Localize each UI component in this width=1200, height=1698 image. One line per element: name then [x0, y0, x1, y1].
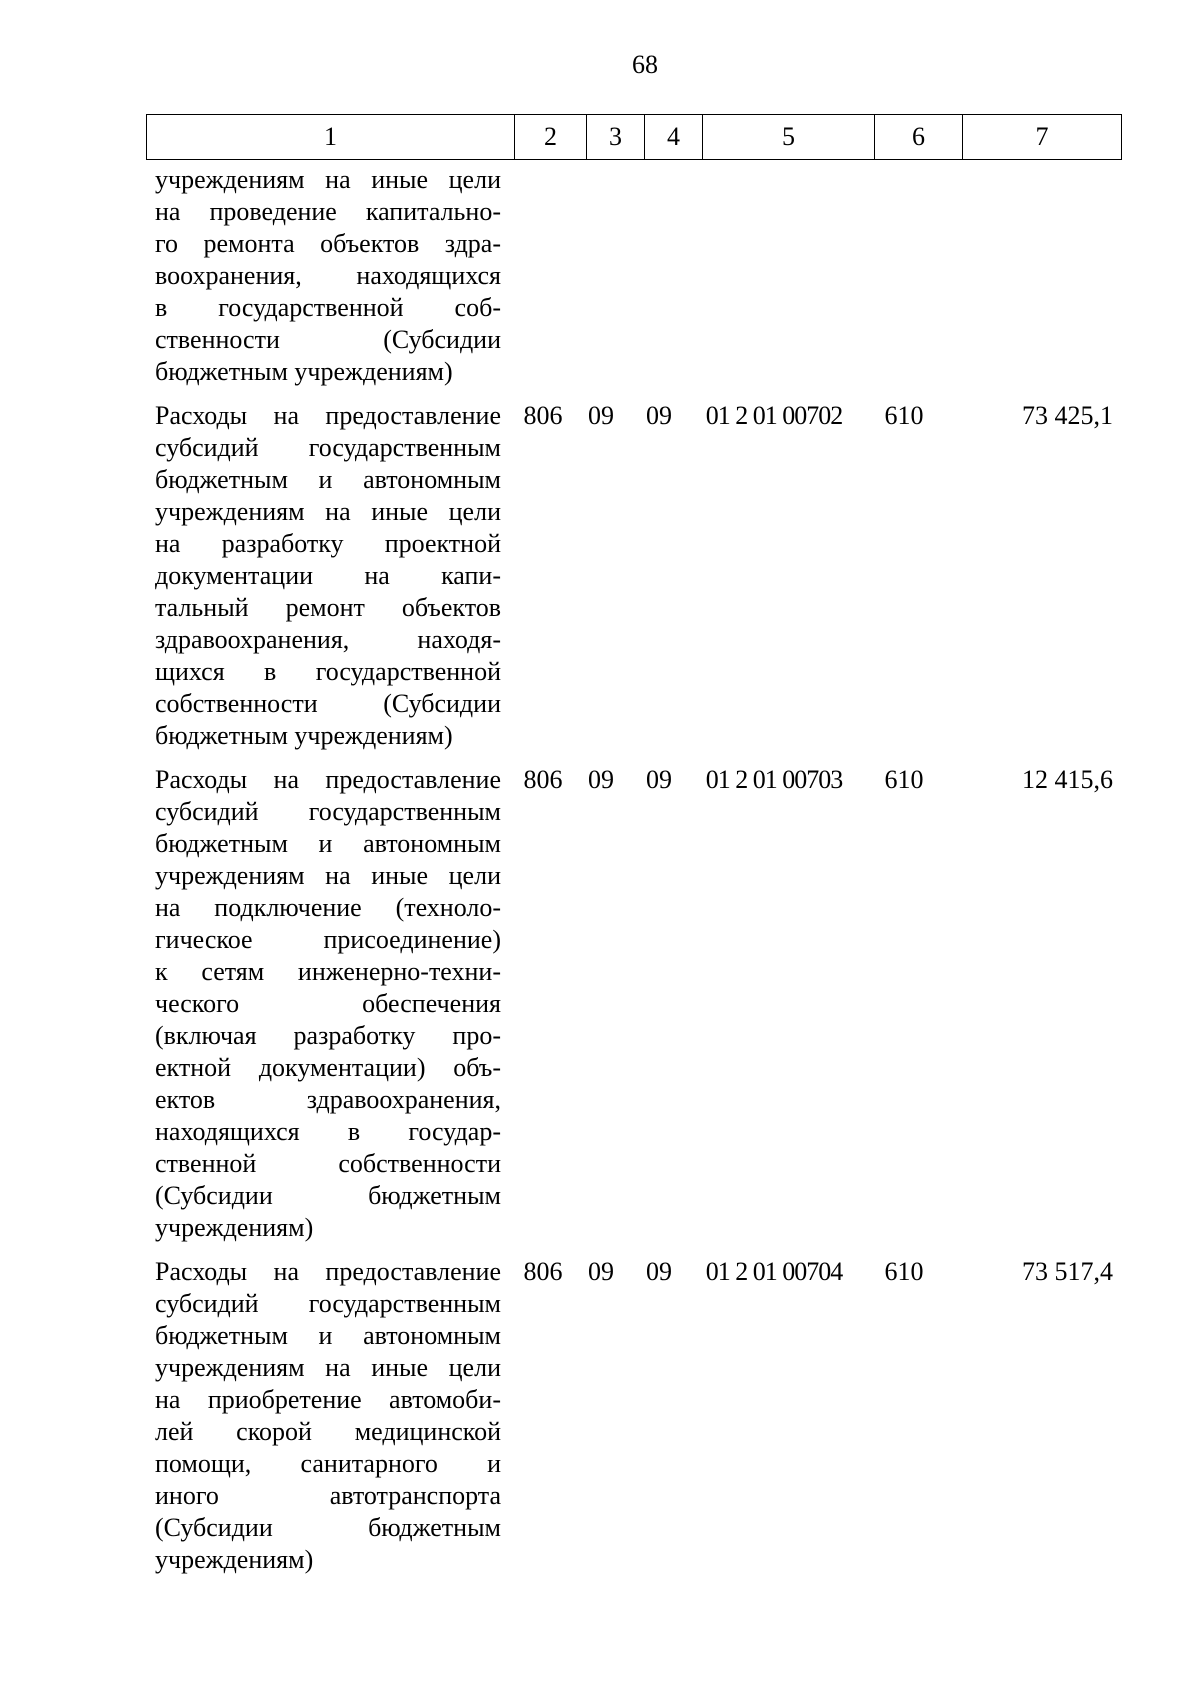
description-line: иного автотранспорта: [155, 1481, 501, 1510]
description-line: документации на капи-: [155, 561, 501, 590]
cell-target-article: 01 2 01 00703: [705, 765, 843, 794]
cell-ministry: 806: [523, 765, 563, 794]
table-row: [146, 400, 1121, 752]
description-line: здравоохранения, находя-: [155, 625, 501, 654]
header-col-3: 3: [587, 115, 645, 160]
description-line: к сетям инженерно-техни-: [155, 957, 501, 986]
description-line: на проведение капитально-: [155, 197, 501, 226]
cell-expense-type: 610: [884, 1257, 924, 1286]
row-description: [155, 400, 501, 752]
header-col-6: 6: [875, 115, 963, 160]
description-line: бюджетным и автономным: [155, 829, 501, 858]
description-line: бюджетным и автономным: [155, 465, 501, 494]
description-line: го ремонта объектов здра-: [155, 229, 501, 258]
header-col-2: 2: [515, 115, 587, 160]
description-line: субсидий государственным: [155, 433, 501, 462]
cell-section: 09: [588, 401, 614, 430]
description-line: бюджетным учреждениям): [155, 357, 453, 386]
row-description: [155, 764, 501, 1244]
description-line: на приобретение автомоби-: [155, 1385, 501, 1414]
cell-amount: 73 425,1: [1022, 401, 1113, 430]
description-line: учреждениям на иные цели: [155, 497, 501, 526]
description-line: (Субсидии бюджетным: [155, 1513, 501, 1542]
description-line: воохранения, находящихся: [155, 261, 501, 290]
header-col-5: 5: [703, 115, 875, 160]
description-line: ческого обеспечения: [155, 989, 501, 1018]
cell-subsection: 09: [646, 765, 672, 794]
description-line: помощи, санитарного и: [155, 1449, 501, 1478]
description-line: Расходы на предоставление: [155, 401, 501, 430]
header-col-7: 7: [963, 115, 1122, 160]
description-line: тальный ремонт объектов: [155, 593, 501, 622]
cell-expense-type: 610: [884, 765, 924, 794]
description-line: Расходы на предоставление: [155, 765, 501, 794]
description-line: (Субсидии бюджетным: [155, 1181, 501, 1210]
table-row: [146, 164, 1121, 388]
description-line: на разработку проектной: [155, 529, 501, 558]
description-line: щихся в государственной: [155, 657, 501, 686]
description-line: учреждениям на иные цели: [155, 165, 501, 194]
description-line: учреждениям): [155, 1213, 314, 1242]
cell-section: 09: [588, 765, 614, 794]
cell-expense-type: 610: [884, 401, 924, 430]
table-header: [146, 114, 1122, 160]
page-number: 68: [632, 50, 658, 79]
table-row: [146, 1256, 1121, 1576]
cell-subsection: 09: [646, 1257, 672, 1286]
row-description: [155, 1256, 501, 1576]
description-line: ектной документации) объ-: [155, 1053, 501, 1082]
header-col-4: 4: [645, 115, 703, 160]
description-line: Расходы на предоставление: [155, 1257, 501, 1286]
description-line: собственности (Субсидии: [155, 689, 501, 718]
cell-target-article: 01 2 01 00702: [705, 401, 843, 430]
cell-subsection: 09: [646, 401, 672, 430]
row-description: [155, 164, 501, 388]
description-line: гическое присоединение): [155, 925, 501, 954]
description-line: субсидий государственным: [155, 797, 501, 826]
description-line: бюджетным и автономным: [155, 1321, 501, 1350]
cell-ministry: 806: [523, 401, 563, 430]
description-line: лей скорой медицинской: [155, 1417, 501, 1446]
description-line: субсидий государственным: [155, 1289, 501, 1318]
description-line: на подключение (техноло-: [155, 893, 501, 922]
description-line: учреждениям): [155, 1545, 314, 1574]
cell-target-article: 01 2 01 00704: [705, 1257, 843, 1286]
description-line: (включая разработку про-: [155, 1021, 501, 1050]
description-line: ственной собственности: [155, 1149, 501, 1178]
description-line: ственности (Субсидии: [155, 325, 501, 354]
description-line: учреждениям на иные цели: [155, 861, 501, 890]
description-line: бюджетным учреждениям): [155, 721, 453, 750]
cell-amount: 73 517,4: [1022, 1257, 1113, 1286]
header-col-1: 1: [147, 115, 515, 160]
description-line: ектов здравоохранения,: [155, 1085, 501, 1114]
description-line: в государственной соб-: [155, 293, 501, 322]
description-line: учреждениям на иные цели: [155, 1353, 501, 1382]
cell-amount: 12 415,6: [1022, 765, 1113, 794]
table-row: [146, 764, 1121, 1244]
cell-section: 09: [588, 1257, 614, 1286]
description-line: находящихся в государ-: [155, 1117, 501, 1146]
table-body: [146, 164, 1121, 1576]
cell-ministry: 806: [523, 1257, 563, 1286]
